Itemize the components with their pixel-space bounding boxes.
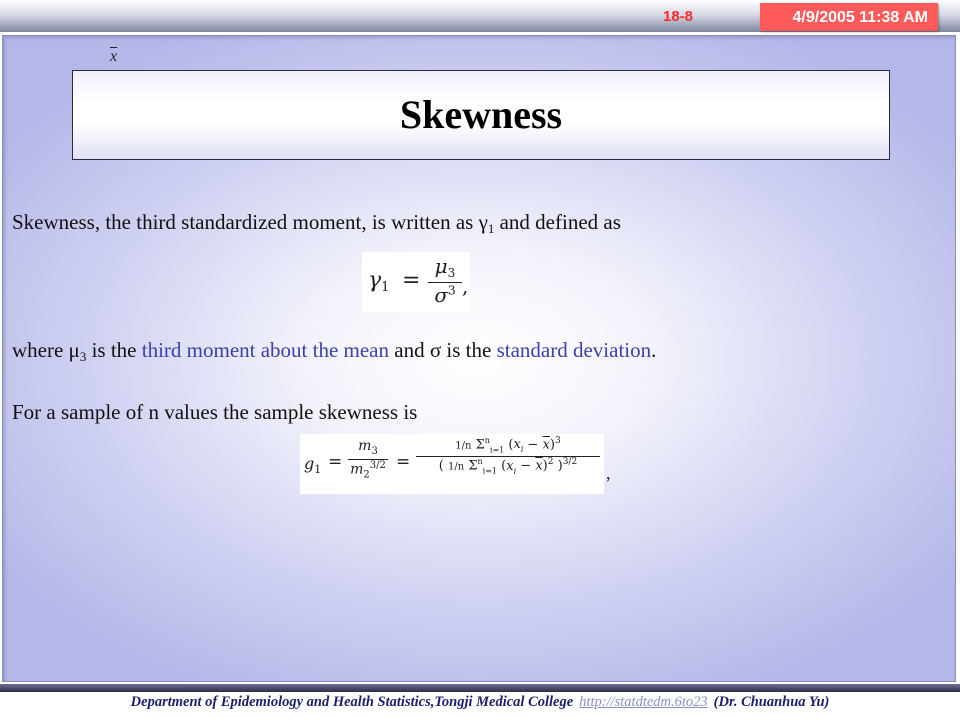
equals-sign: =: [402, 268, 421, 293]
fraction-numerator: $\mu_3$: [428, 254, 462, 283]
where-text-4: .: [651, 338, 657, 362]
moment-ratio-fraction: [416, 436, 600, 476]
slide-title: Skewness: [399, 92, 563, 137]
second-moment-denominator: ( 1/n $\Sigma^n_{i=1}$ $(x_i - \overline{x})^2$ )$^{3/2}$: [438, 457, 578, 476]
formula-comma: ,: [462, 274, 469, 298]
where-text-2: is the: [86, 338, 142, 362]
third-moment-numerator: 1/n $\Sigma^n_{i=1}$ $(x_i - \overline{x})^3$: [416, 436, 600, 457]
equals-sign-1: =: [328, 452, 343, 472]
gamma1-formula: [362, 252, 470, 312]
formula2-comma: ,: [606, 463, 611, 483]
footer-author: (Dr. Chuanhua Yu): [713, 694, 830, 710]
x-bar-mark: [110, 48, 117, 66]
m3-numerator: $m_3$: [348, 438, 388, 460]
fraction-denominator: $\sigma^3$: [434, 283, 456, 307]
intro-text: Skewness, the third standardized moment, is written as γ: [12, 210, 488, 234]
footer-link[interactable]: http://statdtedm.6to23: [579, 694, 708, 710]
sample-line: For a sample of n values the sample skewness is: [12, 400, 418, 424]
mu-subscript: 3: [79, 349, 87, 364]
bottom-bar: [0, 684, 960, 692]
standard-deviation-term[interactable]: standard deviation: [496, 338, 652, 362]
intro-subscript: 1: [487, 221, 495, 236]
where-text-3: and σ is the: [389, 338, 497, 362]
intro-text-end: and defined as: [494, 210, 621, 234]
sample-skewness-formula: [300, 434, 604, 494]
gamma1-lhs: $\gamma_1$: [368, 268, 390, 295]
datetime-text: 4/9/2005 11:38 AM: [792, 9, 928, 26]
where-line: [12, 338, 656, 365]
g1-lhs: $g_1$: [304, 454, 322, 476]
intro-line: [12, 210, 621, 237]
m3-over-m2-fraction: [348, 438, 388, 481]
title-box: [72, 70, 890, 160]
where-text-1: where μ: [12, 338, 80, 362]
m2-denominator: $m_2^{3/2}$: [350, 460, 386, 481]
mu3-over-sigma3: [428, 254, 462, 307]
equals-sign-2: =: [396, 452, 411, 472]
x-bar-letter: $\overline{x}$: [110, 48, 118, 65]
slide-number: 18-8: [663, 8, 694, 25]
third-moment-term[interactable]: third moment about the mean: [141, 338, 390, 362]
footer: [0, 694, 960, 711]
footer-department: Department of Epidemiology and Health Statistics,Tongji Medical College: [130, 694, 574, 710]
datetime-badge: [760, 3, 938, 31]
